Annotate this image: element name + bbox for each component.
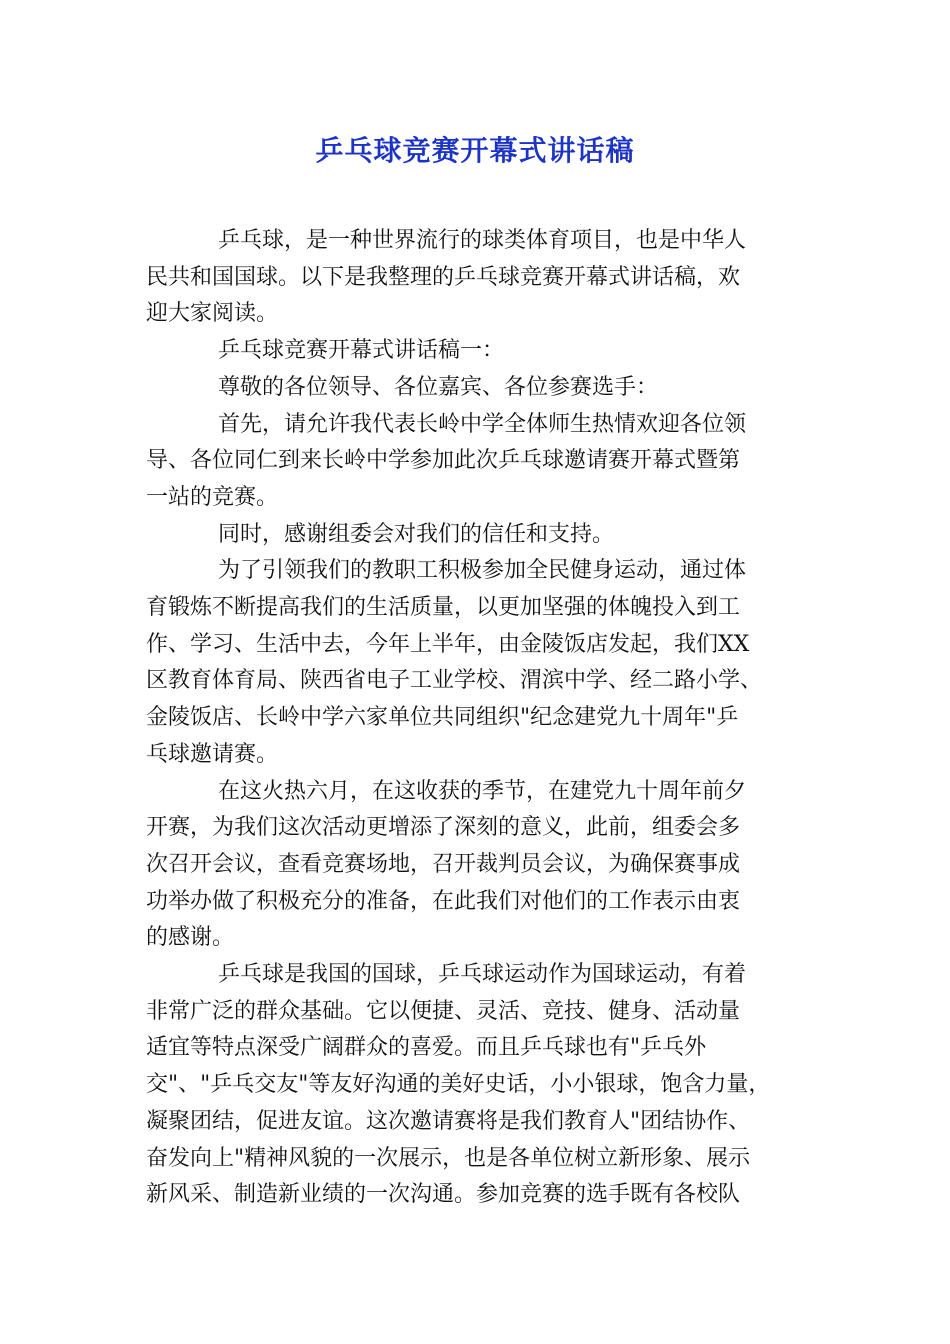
paragraph: [146, 223, 806, 333]
text-line: 尊敬的各位领导、各位嘉宾、各位参赛选手：: [218, 374, 659, 400]
document-title: 乒乓球竞赛开幕式讲话稿: [315, 134, 635, 167]
text-line: 奋发向上"精神风貌的一次展示，也是各单位树立新形象、展示: [146, 1145, 751, 1171]
text-line: 民共和国国球。以下是我整理的乒乓球竞赛开幕式讲话稿，欢: [146, 264, 741, 290]
text-line: 导、各位同仁到来长岭中学参加此次乒乓球邀请赛开幕式暨第: [146, 448, 741, 474]
paragraph: [146, 553, 806, 773]
text-line: 育锻炼不断提高我们的生活质量，以更加坚强的体魄投入到工: [146, 595, 741, 621]
paragraph: [146, 517, 806, 554]
paragraph: [146, 407, 806, 517]
text-line: 为了引领我们的教职工积极参加全民健身运动，通过体: [218, 558, 747, 584]
text-line: 交"、"乒乓交友"等友好沟通的美好史话，小小银球，饱含力量，: [146, 1072, 771, 1098]
text-line: 次召开会议，查看竞赛场地，召开裁判员会议，为确保赛事成: [146, 851, 741, 877]
text-line: 乒乓球竞赛开幕式讲话稿一：: [218, 338, 505, 364]
text-line: 的感谢。: [146, 925, 235, 951]
text-line: 功举办做了积极充分的准备，在此我们对他们的工作表示由衷: [146, 888, 741, 914]
text-line: 新风采、制造新业绩的一次沟通。参加竞赛的选手既有各校队: [146, 1182, 741, 1208]
document-body: [146, 223, 806, 1214]
text-line: 乒乓球，是一种世界流行的球类体育项目，也是中华人: [218, 228, 747, 253]
text-line: 开赛，为我们这次活动更增添了深刻的意义，此前，组委会多: [146, 815, 741, 841]
text-line: 乒乓球是我国的国球，乒乓球运动作为国球运动，有着: [218, 962, 747, 988]
text-line: 乓球邀请赛。: [146, 741, 279, 767]
text-line: 区教育体育局、陕西省电子工业学校、渭滨中学、经二路小学、: [146, 668, 763, 694]
text-line: 凝聚团结，促进友谊。这次邀请赛将是我们教育人"团结协作、: [146, 1108, 751, 1134]
text-line: 迎大家阅读。: [146, 301, 279, 327]
text-line: 一站的竞赛。: [146, 484, 279, 510]
paragraph: [146, 370, 806, 407]
paragraph: [146, 774, 806, 958]
text-line: 金陵饭店、长岭中学六家单位共同组织"纪念建党九十周年"乒: [146, 705, 739, 731]
text-line: 非常广泛的群众基础。它以便捷、灵活、竞技、健身、活动量: [146, 998, 741, 1024]
text-line: 适宜等特点深受广阔群众的喜爱。而且乒乓球也有"乒乓外: [146, 1035, 707, 1061]
text-line: 作、学习、生活中去，今年上半年，由金陵饭店发起，我们XX: [146, 631, 750, 657]
text-line: 在这火热六月，在这收获的季节，在建党九十周年前夕: [218, 778, 747, 804]
paragraph: [146, 957, 806, 1214]
paragraph: [146, 333, 806, 370]
text-line: 同时，感谢组委会对我们的信任和支持。: [218, 521, 615, 547]
text-line: 首先，请允许我代表长岭中学全体师生热情欢迎各位领: [218, 411, 747, 437]
